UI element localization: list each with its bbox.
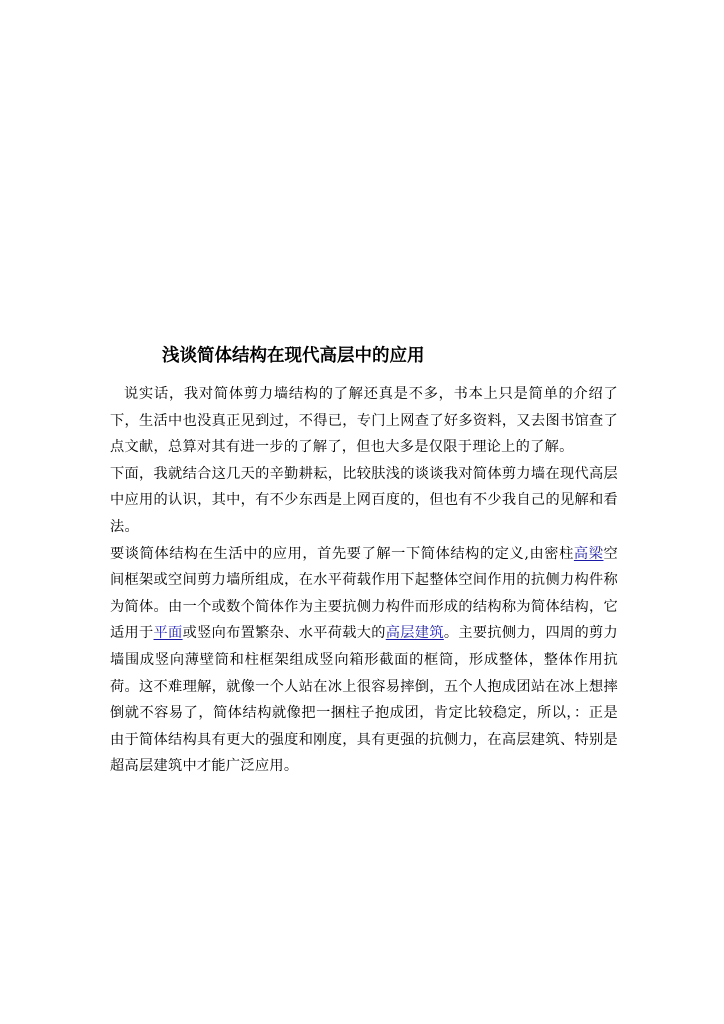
paragraph-2: 下面，我就结合这几天的辛勤耕耘，比较肤浅的谈谈我对简体剪力墙在现代高层中应用的认识，其中，有不少东西是上网百度的，但也有不少我自己的见解和看法。 <box>110 465 618 535</box>
paragraph-3-text-part-1: 要谈简体结构在生活中的应用，首先要了解一下简体结构的定义,由密柱 <box>110 545 574 562</box>
document-body <box>110 381 618 780</box>
paragraph-3-text-part-4: 。主要抗侧力，四周的剪力墙围成竖向薄壁筒和柱框架组成竖向箱形截面的框筒，形成整体，整体作用抗荷。这不难理解，就像一个人站在冰上很容易摔倒，五个人抱成团站在冰上想摔倒就不容易了，简体结构就像把一捆柱子抱成团，肯定比较稳定，所以，：正是由于简体结构具有更大的强度和刚度，具有更强的抗侧力，在高层建筑、特别是超高层建筑中才能广泛应用。 <box>110 625 618 775</box>
paragraph-3-text-part-2: 空间框架或空间剪力墙所组成，在水平荷载作用下起整体空间作用的抗侧力构件称为简体。由一个或数个简体作为主要抗侧力构件而形成的结构称为简体结构，它适用于 <box>110 545 618 642</box>
link-gaoceng-jianzhu[interactable]: 高层建筑 <box>385 625 444 642</box>
link-pingmian[interactable]: 平面 <box>153 625 183 642</box>
paragraph-3-text-part-3: 或竖向布置繁杂、水平荷载大的 <box>182 625 386 642</box>
paragraph-3 <box>110 541 618 780</box>
link-gaoliang[interactable]: 高梁 <box>573 545 604 562</box>
paragraph-1: 说实话，我对简体剪力墙结构的了解还真是不多，书本上只是简单的介绍了下，生活中也没真正见到过，不得已，专门上网查了好多资料，又去图书馆查了点文献，总算对其有进一步的了解了，但也大多是仅限于理论上的了解。 <box>110 386 618 456</box>
document-title: 浅谈简体结构在现代高层中的应用 <box>162 346 425 366</box>
